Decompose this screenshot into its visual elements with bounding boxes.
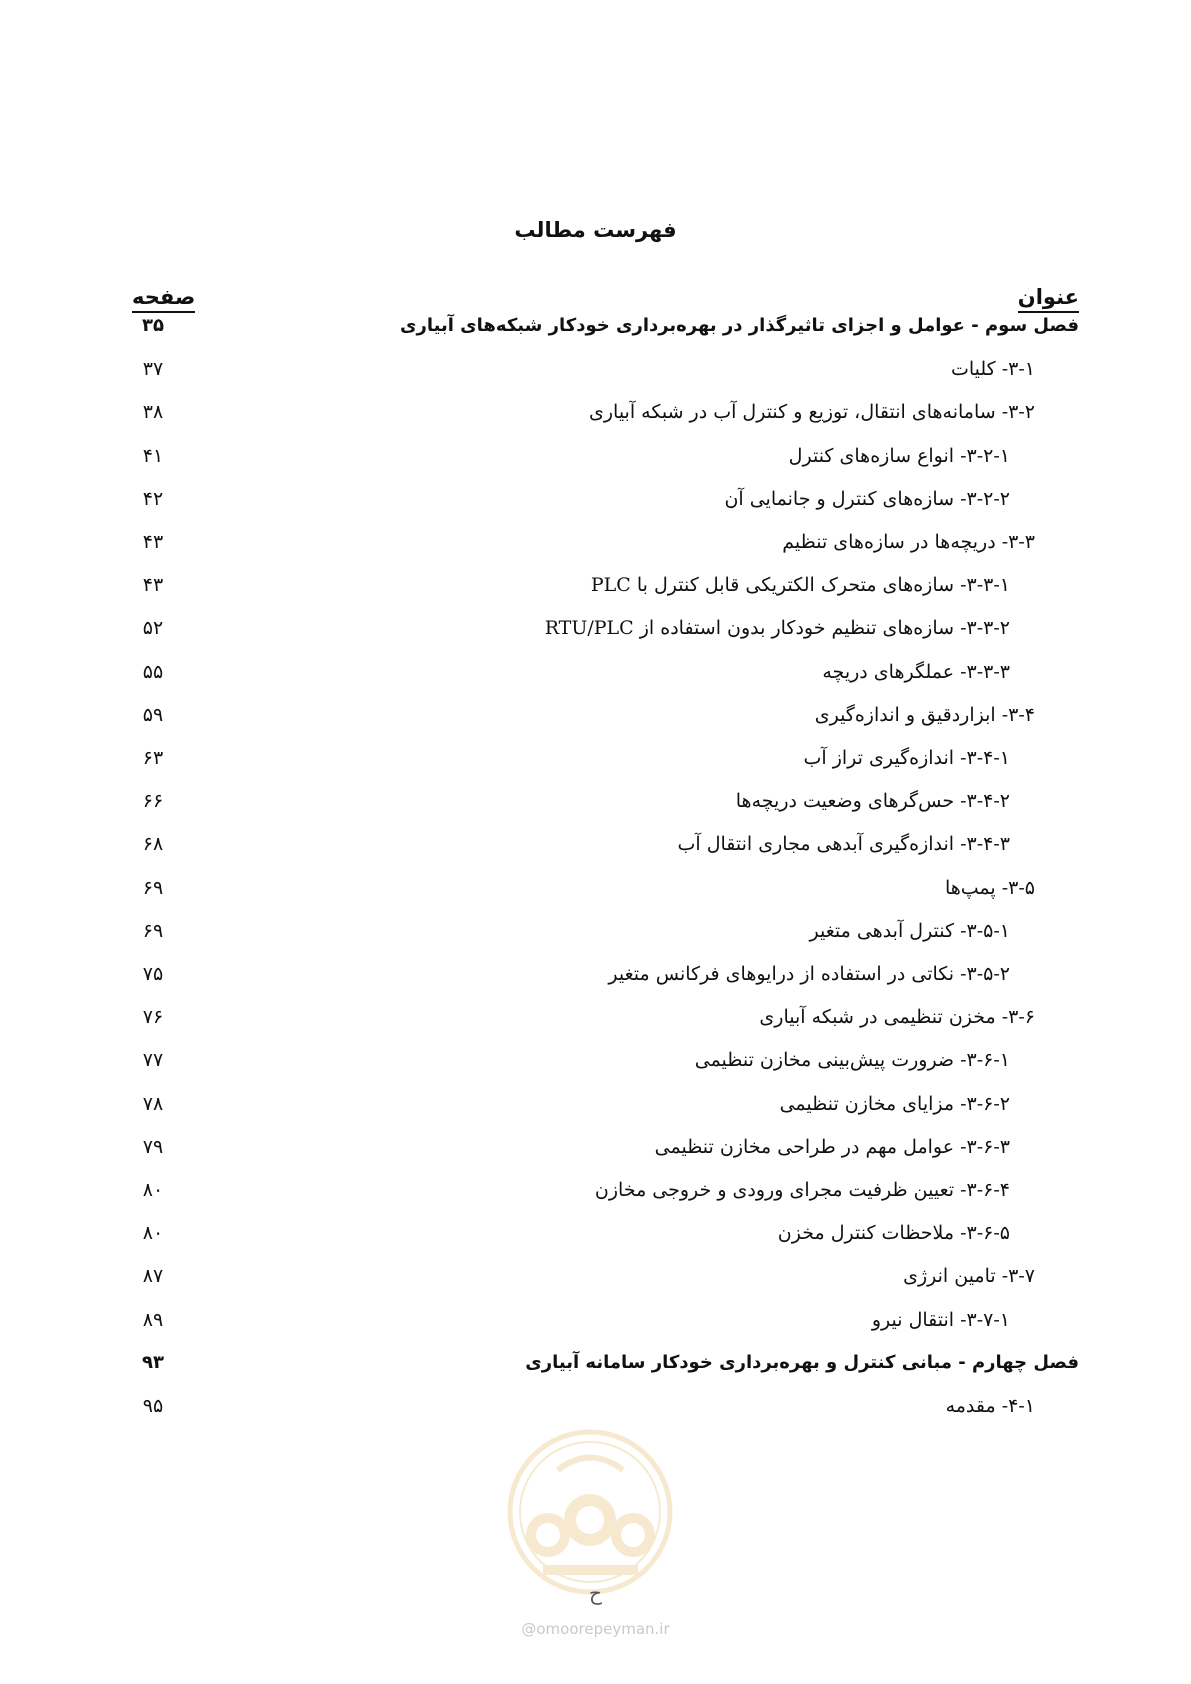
toc-entry-title: ۳-۵-۱- کنترل آبدهی متغیر <box>809 920 1010 942</box>
toc-entry-page-number: ۹۵ <box>142 1395 164 1417</box>
toc-entry-page-number: ۷۵ <box>142 963 164 985</box>
toc-entry-page-number: ۵۲ <box>142 617 164 639</box>
toc-entry-page-number: ۶۹ <box>142 877 164 899</box>
column-header-title: عنوان <box>1018 285 1079 313</box>
toc-entry-page-number: ۳۵ <box>142 315 164 336</box>
watermark-logo-icon <box>503 1425 678 1600</box>
toc-entry-title: ۳-۶-۲- مزایای مخازن تنظیمی <box>779 1093 1010 1115</box>
toc-entry-page-number: ۷۶ <box>142 1006 164 1028</box>
toc-entry-row <box>0 396 1191 428</box>
toc-entry-row <box>0 1260 1191 1292</box>
toc-entry-row <box>0 440 1191 472</box>
toc-entry-page-number: ۸۷ <box>142 1265 164 1287</box>
toc-entry-row <box>0 1390 1191 1422</box>
toc-entry-page-number: ۸۹ <box>142 1309 164 1331</box>
toc-entry-title: فصل چهارم - مبانی کنترل و بهره‌برداری خودکار سامانه آبیاری <box>525 1352 1079 1373</box>
watermark-url: @omoorepeyman.ir <box>521 1620 670 1638</box>
toc-entry-row <box>0 828 1191 860</box>
toc-entry-row <box>0 1217 1191 1249</box>
toc-entry-row <box>0 915 1191 947</box>
toc-entry-page-number: ۴۲ <box>142 488 164 510</box>
toc-chapter-row <box>0 310 1191 342</box>
toc-entry-page-number: ۷۹ <box>142 1136 164 1158</box>
toc-entry-title: ۳-۴-۳- اندازه‌گیری آبدهی مجاری انتقال آب <box>677 833 1010 855</box>
toc-entry-row <box>0 872 1191 904</box>
toc-entry-title: ۳-۶- مخزن تنظیمی در شبکه آبیاری <box>759 1006 1035 1028</box>
toc-entry-page-number: ۸۰ <box>142 1179 164 1201</box>
toc-chapter-row <box>0 1347 1191 1379</box>
toc-entry-row <box>0 1174 1191 1206</box>
toc-entry-title: ۳-۲- سامانه‌های انتقال، توزیع و کنترل آب در شبکه آبیاری <box>588 401 1035 423</box>
toc-entry-row <box>0 1088 1191 1120</box>
toc-entry-title: ۴-۱- مقدمه <box>945 1395 1035 1417</box>
toc-entry-title: ۳-۴-۱- اندازه‌گیری تراز آب <box>803 747 1010 769</box>
toc-entry-page-number: ۵۵ <box>142 661 164 683</box>
toc-entry-title: ۳-۷-۱- انتقال نیرو <box>871 1309 1010 1331</box>
toc-entry-title: ۳-۶-۱- ضرورت پیش‌بینی مخازن تنظیمی <box>694 1049 1010 1071</box>
toc-entry-page-number: ۴۳ <box>142 574 164 596</box>
toc-entry-title: ۳-۷- تامین انرژی <box>903 1265 1035 1287</box>
toc-entry-title: ۳-۵- پمپ‌ها <box>944 877 1035 899</box>
toc-entry-page-number: ۸۰ <box>142 1222 164 1244</box>
toc-entry-page-number: ۳۸ <box>142 401 164 423</box>
toc-entry-title: ۳-۲-۱- انواع سازه‌های کنترل <box>788 445 1010 467</box>
toc-entry-row <box>0 483 1191 515</box>
toc-entry-row <box>0 785 1191 817</box>
toc-entry-title: فصل سوم - عوامل و اجزای تاثیرگذار در بهره‌برداری خودکار شبکه‌های آبیاری <box>400 315 1079 336</box>
toc-entry-title: ۳-۲-۲- سازه‌های کنترل و جانمایی آن <box>724 488 1010 510</box>
toc-entry-title: ۳-۴- ابزاردقیق و اندازه‌گیری <box>814 704 1035 726</box>
column-header-page: صفحه <box>132 285 195 313</box>
toc-entry-title: ۳-۳-۳- عملگرهای دریچه <box>822 661 1010 683</box>
toc-entry-page-number: ۵۹ <box>142 704 164 726</box>
page-number: ح <box>589 1581 602 1605</box>
toc-entry-page-number: ۹۳ <box>142 1352 164 1373</box>
toc-entry-page-number: ۴۱ <box>142 445 164 467</box>
toc-entry-row <box>0 1131 1191 1163</box>
toc-entry-row <box>0 699 1191 731</box>
toc-entry-row <box>0 656 1191 688</box>
toc-entry-title: ۳-۵-۲- نکاتی در استفاده از درایوهای فرکانس متغیر <box>608 963 1010 985</box>
toc-entry-page-number: ۴۳ <box>142 531 164 553</box>
toc-entry-title: ۳-۶-۵- ملاحظات کنترل مخزن <box>777 1222 1010 1244</box>
toc-entry-page-number: ۶۸ <box>142 833 164 855</box>
toc-entry-title: ۳-۴-۲- حس‌گرهای وضعیت دریچه‌ها <box>735 790 1010 812</box>
toc-entry-title: ۳-۳-۱- سازه‌های متحرک الکتریکی قابل کنترل با PLC <box>590 574 1010 596</box>
toc-entry-row <box>0 1044 1191 1076</box>
toc-entry-row <box>0 1001 1191 1033</box>
toc-entry-page-number: ۶۶ <box>142 790 164 812</box>
toc-entry-row <box>0 742 1191 774</box>
toc-entry-title: ۳-۳- دریچه‌ها در سازه‌های تنظیم <box>782 531 1035 553</box>
toc-entry-page-number: ۷۸ <box>142 1093 164 1115</box>
toc-entry-title: ۳-۶-۴- تعیین ظرفیت مجرای ورودی و خروجی مخازن <box>594 1179 1010 1201</box>
toc-entry-page-number: ۶۹ <box>142 920 164 942</box>
toc-entry-row <box>0 612 1191 644</box>
toc-entry-page-number: ۷۷ <box>142 1049 164 1071</box>
toc-entry-title: ۳-۳-۲- سازه‌های تنظیم خودکار بدون استفاده از RTU/PLC <box>544 617 1010 639</box>
toc-entry-title: ۳-۶-۳- عوامل مهم در طراحی مخازن تنظیمی <box>654 1136 1010 1158</box>
toc-entry-title: ۳-۱- کلیات <box>950 358 1035 380</box>
toc-entry-page-number: ۶۳ <box>142 747 164 769</box>
toc-entry-row <box>0 526 1191 558</box>
toc-entry-row <box>0 1304 1191 1336</box>
page-title: فهرست مطالب <box>514 218 677 242</box>
toc-entry-row <box>0 958 1191 990</box>
toc-entry-page-number: ۳۷ <box>142 358 164 380</box>
toc-entry-row <box>0 353 1191 385</box>
toc-entry-row <box>0 569 1191 601</box>
